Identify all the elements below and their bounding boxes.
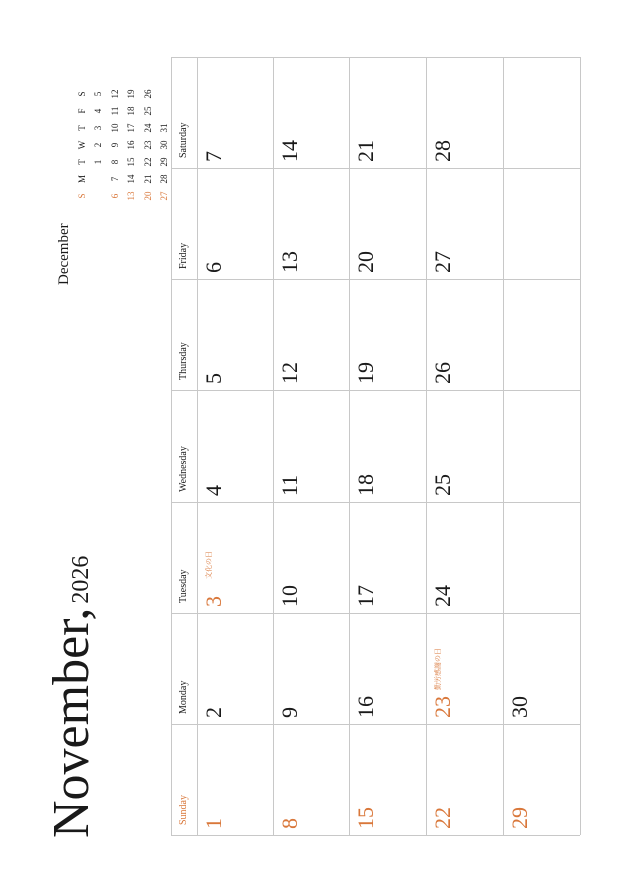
weekday-header: Sunday [178,795,189,825]
grid-line [171,168,580,169]
mini-day: 17 [126,123,136,133]
day-number[interactable]: 11 [277,474,302,496]
day-number[interactable]: 9 [277,707,302,718]
grid-line [171,502,580,503]
grid-line [171,724,580,725]
day-number[interactable]: 17 [353,585,378,607]
day-number[interactable]: 22 [430,807,455,829]
mini-calendar-title: December [56,223,72,285]
grid-line [273,57,274,835]
day-number[interactable]: 24 [430,585,455,607]
day-number[interactable]: 3 [201,596,226,607]
grid-line [171,613,580,614]
mini-day: 10 [110,123,120,133]
mini-day: 12 [110,89,120,99]
grid-line [171,835,580,836]
mini-day: 11 [110,106,120,116]
mini-day: 13 [126,191,136,201]
day-number[interactable]: 27 [430,251,455,273]
mini-weekday-letter: F [77,108,87,114]
mini-day: 24 [143,123,153,133]
mini-day: 3 [93,125,103,131]
year-title: 2026 [68,555,94,604]
grid-line [171,57,580,58]
mini-day: 15 [126,157,136,167]
day-number[interactable]: 14 [277,140,302,162]
mini-day: 4 [93,108,103,114]
mini-day: 23 [143,140,153,150]
mini-day: 6 [110,193,120,199]
day-number[interactable]: 21 [353,140,378,162]
weekday-header: Wednesday [178,446,189,492]
day-number[interactable]: 6 [201,262,226,273]
day-number[interactable]: 10 [277,585,302,607]
mini-weekday-letter: M [77,175,87,184]
day-number[interactable]: 2 [201,707,226,718]
day-number[interactable]: 1 [201,818,226,829]
day-number[interactable]: 12 [277,362,302,384]
day-number[interactable]: 26 [430,362,455,384]
day-number[interactable]: 25 [430,474,455,496]
weekday-header: Saturday [178,122,189,158]
mini-day: 27 [159,191,169,201]
day-number[interactable]: 19 [353,362,378,384]
holiday-label: 文化の日 [205,551,213,579]
mini-day: 1 [93,159,103,165]
mini-day: 29 [159,157,169,167]
mini-weekday-letter: S [77,193,87,199]
grid-line [171,57,172,835]
mini-day: 14 [126,174,136,184]
day-number[interactable]: 29 [507,807,532,829]
mini-day: 21 [143,174,153,184]
day-number[interactable]: 18 [353,474,378,496]
day-number[interactable]: 30 [507,696,532,718]
day-number[interactable]: 8 [277,818,302,829]
weekday-header: Monday [178,680,189,714]
grid-line [171,390,580,391]
mini-weekday-letter: T [77,125,87,131]
mini-day: 26 [143,89,153,99]
mini-day: 8 [110,159,120,165]
grid-line [197,57,198,835]
grid-line [426,57,427,835]
mini-day: 2 [93,142,103,148]
mini-day: 18 [126,106,136,116]
mini-day: 5 [93,91,103,97]
day-number[interactable]: 7 [201,151,226,162]
day-number[interactable]: 13 [277,251,302,273]
mini-weekday-letter: S [77,91,87,97]
mini-day: 31 [159,123,169,133]
grid-line [349,57,350,835]
mini-day: 19 [126,89,136,99]
mini-day: 16 [126,140,136,150]
grid-line [171,279,580,280]
mini-day: 9 [110,142,120,148]
weekday-header: Thursday [178,342,189,380]
mini-day: 30 [159,140,169,150]
mini-day: 22 [143,157,153,167]
day-number[interactable]: 28 [430,140,455,162]
weekday-header: Friday [178,242,189,269]
day-number[interactable]: 5 [201,373,226,384]
holiday-label: 勤労感謝の日 [434,648,442,690]
mini-day: 28 [159,174,169,184]
day-number[interactable]: 15 [353,807,378,829]
day-number[interactable]: 23 [430,696,455,718]
weekday-header: Tuesday [178,569,189,603]
month-title: November, [43,607,100,838]
day-number[interactable]: 4 [201,485,226,496]
grid-line [580,57,581,835]
mini-day: 20 [143,191,153,201]
day-number[interactable]: 20 [353,251,378,273]
grid-line [503,57,504,835]
mini-weekday-letter: W [77,140,87,150]
mini-weekday-letter: T [77,159,87,165]
mini-day: 7 [110,176,120,182]
mini-day: 25 [143,106,153,116]
day-number[interactable]: 16 [353,696,378,718]
